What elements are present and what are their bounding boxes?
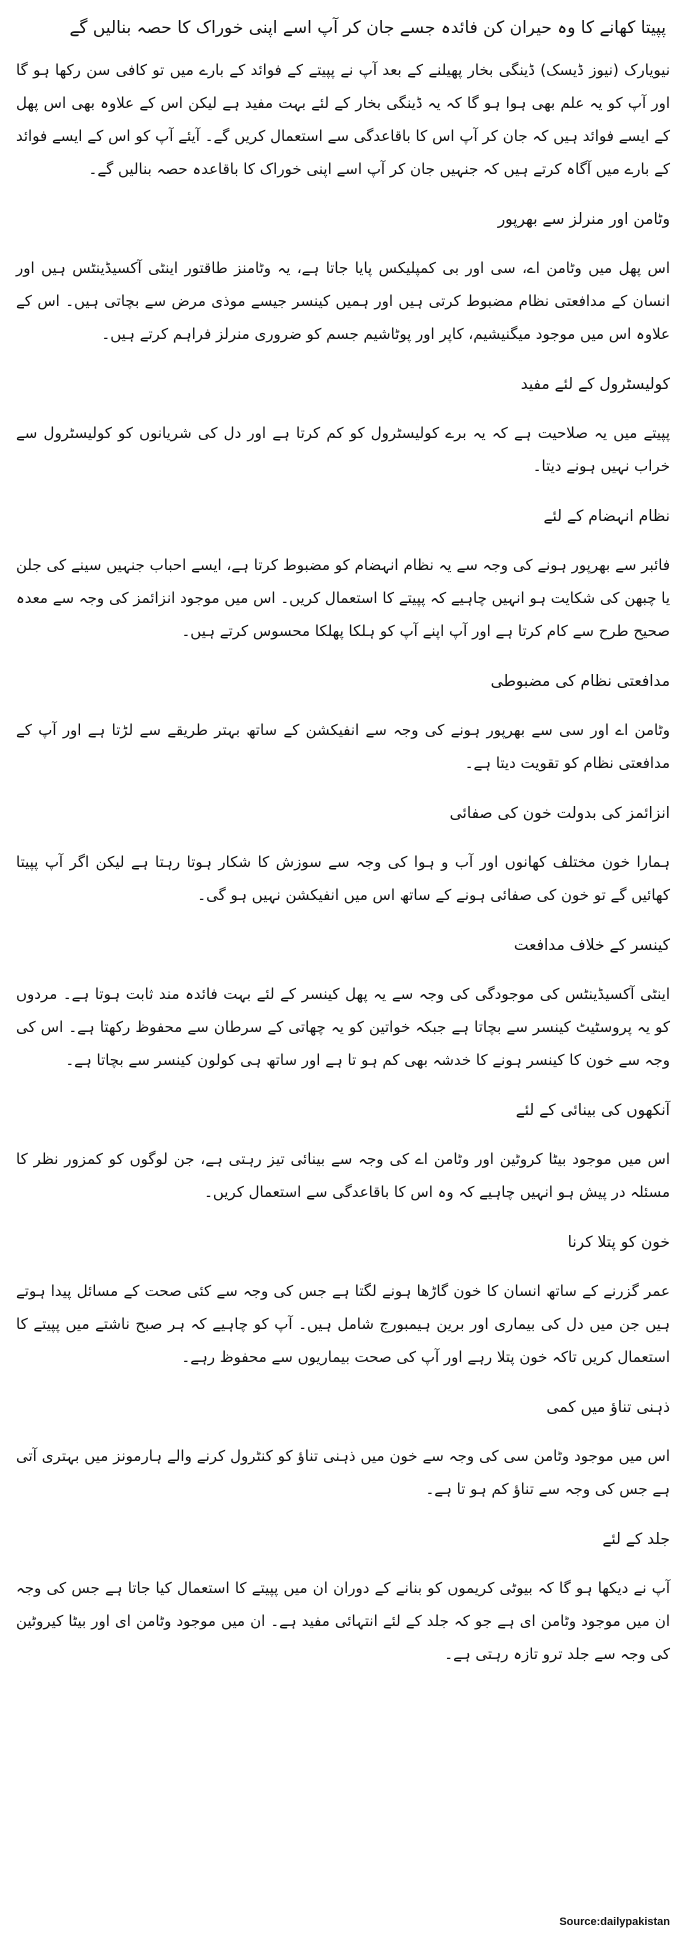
section-text-eyesight: اس میں موجود بیٹا کروٹین اور وٹامن اے کی وجہ سے بینائی تیز رہتی ہے، جن لوگوں کو کمزور نظر کا مسئلہ در پیش ہو انہیں چاہیے کہ وہ اس کا باقاعدگی سے استعمال کریں۔ bbox=[16, 1150, 670, 1201]
section-heading-eyesight: آنکھوں کی بینائی کے لئے bbox=[515, 1101, 670, 1119]
section-text-stress: اس میں موجود وٹامن سی کی وجہ سے خون میں ذہنی تناؤ کو کنٹرول کرنے والے ہارمونز میں بہتری آتی ہے جس کی وجہ سے تناؤ کم ہو تا ہے۔ bbox=[16, 1447, 670, 1498]
section-text-skin: آپ نے دیکھا ہو گا کہ بیوٹی کریموں کو بنانے کے دوران ان میں پپیتے کا استعمال کیا جاتا ہے جس کی وجہ ان میں موجود وٹامن ای ہے جو کہ جلد کے لئے انتہائی مفید ہے۔ ان میں موجود وٹامن ای اور بیٹا کیروٹین کی وجہ سے جلد ترو تازہ رہتی ہے۔ bbox=[16, 1579, 670, 1663]
article-title: پپیتا کھانے کا وہ حیران کن فائدہ جسے جان کر آپ اسے اپنی خوراک کا حصہ بنالیں گے bbox=[69, 18, 666, 38]
section-heading-cancer: کینسر کے خلاف مدافعت bbox=[513, 936, 670, 954]
section-text-vitamins: اس پھل میں وٹامن اے، سی اور بی کمپلیکس پایا جاتا ہے، یہ وٹامنز طاقتور اینٹی آکسیڈینٹس ہیں اور انسان کے مدافعتی نظام مضبوط کرتی ہیں اور ہمیں کینسر جیسے موذی مرض سے بچاتی ہیں۔ اس کے علاوہ اس میں موجود میگنیشیم، کاپر اور پوٹاشیم جسم کو ضروری منرلز فراہم کرتے ہیں۔ bbox=[16, 259, 670, 343]
source-credit: Source:dailypakistan bbox=[559, 1916, 670, 1928]
article bbox=[16, 14, 670, 1691]
intro-paragraph: نیویارک (نیوز ڈیسک) ڈینگی بخار پھیلنے کے بعد آپ نے پپیتے کے فوائد کے بارے میں تو کافی سن رکھا ہو گا اور آپ کو یہ علم بھی ہوا ہو گا کہ یہ ڈینگی بخار کے لئے بہت مفید ہے لیکن اس کے علاوہ بھی اس پھل کے ایسے فوائد ہیں کہ جان کر آپ اس کا باقاعدگی سے استعمال کریں گے۔ آیئے آپ کو اس کے ایسے فوائد کے بارے میں آگاہ کرتے ہیں کہ جنہیں جان کر آپ اسے اپنی خوراک کا باقاعدہ حصہ بنالیں گے۔ bbox=[16, 61, 670, 178]
section-heading-digestion: نظام انہضام کے لئے bbox=[543, 507, 670, 525]
section-heading-blood-thinning: خون کو پتلا کرنا bbox=[567, 1233, 670, 1251]
section-heading-blood-cleansing: انزائمز کی بدولت خون کی صفائی bbox=[449, 804, 670, 822]
section-text-immunity: وٹامن اے اور سی سے بھرپور ہونے کی وجہ سے انفیکشن کے ساتھ بہتر طریقے سے لڑتا ہے اور آپ کے مدافعتی نظام کو تقویت دیتا ہے۔ bbox=[16, 721, 670, 772]
section-text-digestion: فائبر سے بھرپور ہونے کی وجہ سے یہ نظام انہضام کو مضبوط کرتا ہے، ایسے احباب جنہیں سینے کی جلن یا چبھن کی شکایت ہو انہیں چاہیے کہ پپیتے کا استعمال کریں۔ اس میں موجود انزائمز کی وجہ سے معدہ صحیح طرح سے کام کرتا ہے اور آپ اپنے آپ کو ہلکا پھلکا محسوس کرتے ہیں۔ bbox=[16, 556, 670, 640]
section-text-cholesterol: پپیتے میں یہ صلاحیت ہے کہ یہ برے کولیسٹرول کو کم کرتا ہے اور دل کی شریانوں کو کولیسٹرول سے خراب نہیں ہونے دیتا۔ bbox=[16, 424, 670, 475]
section-heading-immunity: مدافعتی نظام کی مضبوطی bbox=[490, 672, 670, 690]
section-text-blood-cleansing: ہمارا خون مختلف کھانوں اور آب و ہوا کی وجہ سے سوزش کا شکار ہوتا رہتا ہے لیکن اگر آپ پپیتا کھائیں گے تو خون کی صفائی ہونے کے ساتھ اس میں انفیکشن نہیں ہو گی۔ bbox=[16, 853, 670, 904]
section-heading-stress: ذہنی تناؤ میں کمی bbox=[546, 1398, 670, 1416]
section-text-blood-thinning: عمر گزرنے کے ساتھ انسان کا خون گاڑھا ہونے لگتا ہے جس کی وجہ سے کئی صحت کے مسائل پیدا ہوتے ہیں جن میں دل کی بیماری اور برین ہیمبورج شامل ہیں۔ آپ کو چاہیے کہ ہر صبح ناشتے میں پپیتے کا استعمال کریں تاکہ خون پتلا رہے اور آپ کی صحت بیماریوں سے محفوظ رہے۔ bbox=[16, 1282, 670, 1366]
section-heading-cholesterol: کولیسٹرول کے لئے مفید bbox=[520, 375, 670, 393]
section-heading-skin: جلد کے لئے bbox=[602, 1530, 670, 1548]
section-heading-vitamins: وٹامن اور منرلز سے بھرپور bbox=[497, 210, 670, 228]
section-text-cancer: اینٹی آکسیڈینٹس کی موجودگی کی وجہ سے یہ پھل کینسر کے لئے بہت فائدہ مند ثابت ہوتا ہے۔ مردوں کو یہ پروسٹیٹ کینسر سے بچاتا ہے جبکہ خواتین کو یہ چھاتی کے سرطان سے محفوظ رکھتا ہے۔ اس کی وجہ سے خون کا کینسر ہونے کا خدشہ بھی کم ہو تا ہے اور ساتھ ہی کولون کینسر سے بچاتا ہے۔ bbox=[16, 985, 670, 1069]
